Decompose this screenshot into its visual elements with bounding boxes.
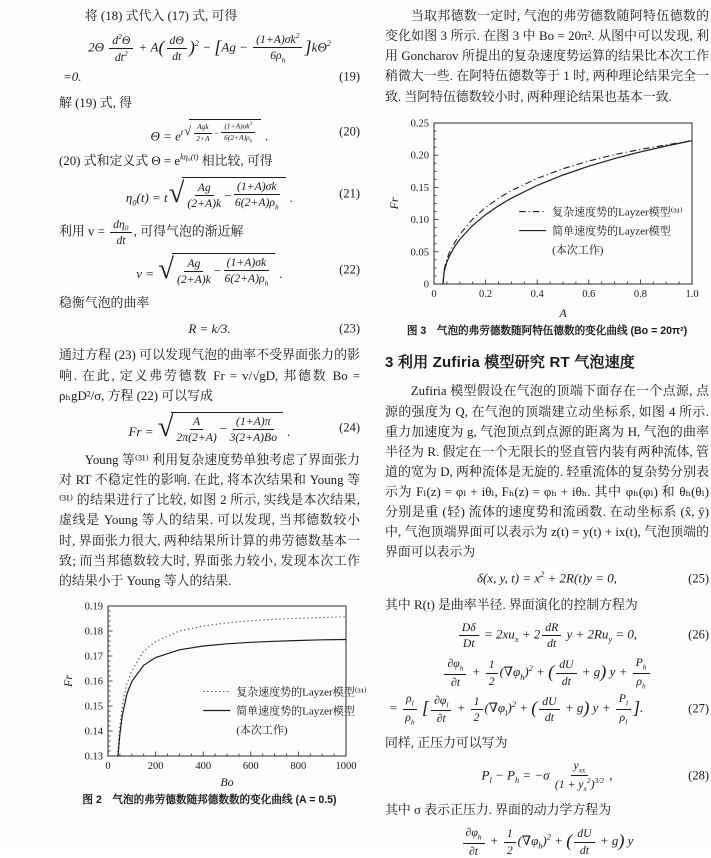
- paragraph-sigma-dynamics: 其中 σ 表示正压力. 界面的动力学方程为: [385, 803, 612, 818]
- figure-3-caption: 图 3 气泡的弗劳德数随阿特伍德数的变化曲线 (Bo = 20π²): [406, 324, 688, 337]
- svg-text:0.18: 0.18: [84, 626, 103, 638]
- svg-text:1.0: 1.0: [685, 288, 699, 300]
- section-heading: 3 利用 Zufiria 模型研究 RT 气泡速度: [385, 354, 636, 372]
- paragraph-froude-bond: 通过方程 (23) 可以发现气泡的曲率不受界面张力的影响. 在此, 定义弗劳德数 Fr = v/√gD, 邦德数 Bo = ρₕgD²/σ, 方程 (22) 可以写成: [59, 348, 360, 403]
- equation-22: v = √ $\frac{Ag}{(2+A)k}$ − $\frac{(1+A)\sigma k}{6(2+A)\rho_h}$ . (22): [136, 253, 360, 287]
- legend-label-line2: (本次工作): [235, 724, 288, 737]
- left-column: [59, 6, 367, 849]
- svg-text:A: A: [559, 305, 567, 320]
- equation-21: $\eta_0(t) = t$ √ $\frac{Ag}{(2+A)k}$ − $\frac{(1+A)\sigma k}{6(2+A)\rho_h}$ . (21): [125, 177, 360, 212]
- svg-text:200: 200: [147, 760, 163, 772]
- equation-28: $P_l - P_h = -\sigma$ $\frac{y_{xx}}{(1 + y_x^2)^{3/2}}$ , (28): [481, 758, 709, 794]
- svg-text:0: 0: [423, 279, 429, 291]
- equation-26: $\frac{D\delta}{Dt}$ = $2xu_x + 2$ $\frac{dR}{dt}$ $y + 2Ru_y = 0$, (26): [385, 621, 709, 650]
- figure-3: [385, 115, 709, 339]
- svg-text:Bo: Bo: [219, 774, 234, 789]
- paragraph-compare-eq20: (20) 式和定义式 $\Theta = e^{k\eta_0(t)}$ 相比较, 可得: [59, 152, 273, 168]
- figure-2-chart-svg: [60, 599, 367, 789]
- legend-label: 简单速度势的Layzer模型: [235, 705, 355, 718]
- svg-text:1000: 1000: [335, 760, 356, 772]
- svg-text:0: 0: [431, 288, 437, 300]
- paragraph-radius-control: 其中 R(t) 是曲率半径. 界面演化的控制方程为: [385, 597, 638, 612]
- svg-text:0.6: 0.6: [582, 288, 596, 300]
- svg-text:0.05: 0.05: [410, 246, 429, 258]
- paragraph-pressure: 同样, 正压力可以写为: [385, 735, 508, 750]
- svg-text:0.2: 0.2: [479, 288, 493, 300]
- svg-text:0.19: 0.19: [84, 601, 103, 613]
- svg-text:600: 600: [242, 760, 259, 772]
- equation-27: $\frac{\partial\varphi_h}{\partial t}$ + $\frac{1}{2}$ $(\nabla\varphi_h)^2$ + ( $\frac{dU}{dt}$ + g) y + $\frac{P_h}{\rho_h}$ = $\frac{\rho_l}{\rho_h}$ [ $\frac{\partial\varphi_l}{\partial t}$ + $\frac{1}{2}$ $(\nabla\varphi_l)^2$ + ( $\frac{dU}{dt}$ + g) y + $\frac{P_l}{\rho_l}$ ]. (27): [389, 655, 709, 727]
- legend-label: 复杂速度势的Layzer模型⁽³¹⁾: [552, 205, 683, 218]
- svg-text:800: 800: [290, 760, 306, 772]
- legend-label-line2: (本次工作): [552, 243, 604, 256]
- paragraph-young-comparison: Young 等⁽³¹⁾ 利用复杂速度势单独考虑了界面张力对 RT 不稳定性的影响. 在此, 将本次结果和 Young 等⁽³¹⁾ 的结果进行了比较, 如图 2 所示, 实线是本次结果, 虚线是 Young 等人的结果. 可以发现, 当邦德数较小时, 界面张力很大, 两种结果所计算的弗劳德数基本一致; 而当邦德数较大时, 界面张力较小, 发现本次工作的结果小于 Young 等人的结果.: [59, 453, 360, 588]
- paragraph-intro-eq19: 将 (18) 式代入 (17) 式, 可得: [84, 9, 238, 23]
- svg-text:0.8: 0.8: [633, 288, 647, 300]
- paragraph-curvature: 稳衡气泡的曲率: [59, 296, 150, 311]
- svg-text:Fr: Fr: [387, 197, 401, 210]
- svg-text:0.20: 0.20: [410, 150, 429, 162]
- paragraph-zufiria-model: Zufiria 模型假设在气泡的顶端下面存在一个点源, 点源的强度为 Q, 在气泡的顶端建立动坐标系, 如图 4 所示. 重力加速度为 g, 气泡顶点到点源的距离为 H, 气泡的曲率半径为 R. 假定在一个无限长的竖直管内装有两种流体, 管道的宽为 D, 两种流体是无旋的. 轻重流体的复杂势分别表示为 Fₗ(z) = φₗ + iθₗ, Fₕ(z) = φₕ + iθₕ. 其中 φₕ(φₗ) 和 θₕ(θₗ) 分别是重 (轻) 流体的速度势和流函数. 在动坐标系 (x̂, ŷ) 中, 气泡顶端界面可以表示为 z(t) = y(t) + ix(t), 气泡顶端的界面可以表示为: [385, 384, 709, 560]
- svg-text:Fr: Fr: [60, 674, 75, 687]
- equation-24: Fr = √ $\frac{A}{2\pi(2+A)}$ − $\frac{(1+A)\pi}{3(2+A)Bo}$ . (24): [128, 411, 360, 444]
- svg-text:0.15: 0.15: [410, 182, 429, 194]
- svg-text:0.25: 0.25: [410, 118, 429, 130]
- svg-text:0.17: 0.17: [84, 651, 103, 663]
- svg-text:0.16: 0.16: [84, 676, 103, 688]
- equation-23: R = k/3. (23): [188, 321, 360, 337]
- svg-text:0.10: 0.10: [410, 214, 429, 226]
- figure-2-caption: 图 2 气泡的弗劳德数随邦德数数的变化曲线 (A = 0.5): [82, 793, 337, 806]
- svg-text:400: 400: [194, 760, 211, 772]
- paragraph-solve-eq19: 解 (19) 式, 得: [59, 95, 133, 110]
- paragraph-asymptotic: 利用 v = $\frac{\text{dη₀}}{dt}$ , 可得气泡的渐近解: [59, 217, 244, 247]
- svg-text:0.14: 0.14: [84, 726, 103, 738]
- figure-3-chart-svg: [388, 115, 706, 320]
- figure-3-chart: [385, 115, 709, 320]
- figure-2: [59, 599, 367, 808]
- figure-2-chart: [59, 599, 367, 789]
- legend-label: 简单速度势的Layzer模型: [552, 224, 671, 237]
- svg-text:0: 0: [104, 760, 111, 772]
- equation-29-partial: $\frac{\partial\varphi_h}{\partial t}$ + $\frac{1}{2}$ $(\nabla\varphi_h)^2$ + ( $\frac{dU}{dt}$ + g) y: [385, 826, 709, 858]
- equation-20: $\Theta = e^{t √ \frac{\text{Agk}}{2+A} - \frac{(1+A)\sigma k^3}{6(2+A)\rho_h}}$ . (20): [59, 119, 360, 145]
- legend-label: 复杂速度势的Layzer模型⁽³¹⁾: [235, 686, 367, 699]
- svg-text:0.13: 0.13: [84, 751, 103, 763]
- paragraph-atwood-discussion: 当取邦德数一定时, 气泡的弗劳德数随阿特伍德数的变化如图 3 所示. 在图 3 中 Bo = 20π². 从图中可以发现, 利用 Goncharov 所提出的复杂速度势运算的结果比本次工作稍微大一些. 在阿特伍德数等于 1 时, 两种理论结果完全一致. 当阿特伍德数较小时, 两种理论结果也基本一致.: [385, 9, 709, 104]
- right-column: [385, 6, 709, 858]
- equation-25: δ(x, y, $t) = x^2 + 2R(t)y = 0$, (25): [476, 570, 709, 586]
- svg-text:0.15: 0.15: [84, 701, 103, 713]
- svg-text:0.4: 0.4: [530, 288, 544, 300]
- equation-19: 2Θ $\frac{d^2\Theta}{dt^2}$ + A( $\frac{d\Theta}{dt}$ )$^2$ − [Ag − $\frac{(1+A)\sigma k^2}{6\rho_h}$ ]$k\Theta^2$ =0. (19): [63, 31, 360, 84]
